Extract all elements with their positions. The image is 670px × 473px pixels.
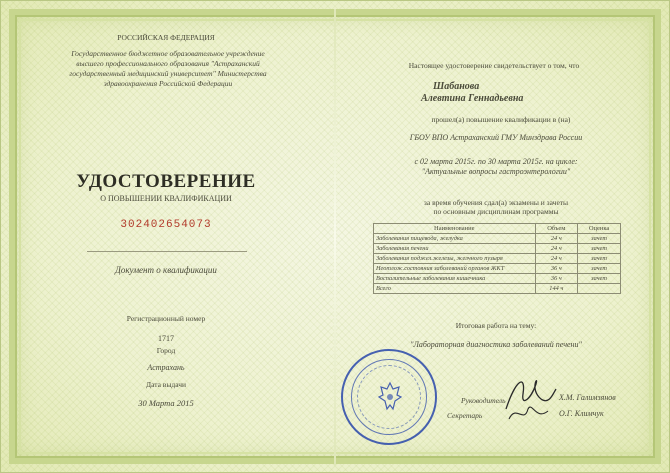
official-seal: [341, 349, 437, 445]
city-label: Город: [156, 346, 176, 355]
issue-date-label: Дата выдачи: [145, 380, 187, 389]
rule: [87, 251, 247, 252]
cycle-name: "Актуальные вопросы гастроэнтерологии": [421, 167, 571, 176]
subject-mark: зачет: [578, 274, 621, 284]
table-header-row: [374, 224, 621, 234]
organization-name: Государственное бюджетное образовательное учреждение высшего профессионального образования "Астраханский государственный медицинский университет" Министерства здравоохранения Российской Федерации: [69, 49, 267, 88]
final-work-topic: "Лабораторная диагностика заболеваний печени": [410, 340, 582, 349]
subject-mark: зачет: [578, 244, 621, 254]
subject-mark: зачет: [578, 234, 621, 244]
document-subtitle: О ПОВЫШЕНИИ КВАЛИФИКАЦИИ: [100, 194, 232, 203]
subject-hours: 24 ч: [535, 234, 578, 244]
final-work-label: Итоговая работа на тему:: [455, 321, 537, 330]
column-header: Объем: [535, 224, 578, 234]
table-row-total: [374, 284, 621, 294]
total-mark: [578, 284, 621, 294]
holder-name: Алевтина Геннадьевна: [421, 93, 524, 104]
subject-hours: 36 ч: [535, 264, 578, 274]
subject-name: Воспалительные заболевания кишечника: [374, 274, 536, 284]
column-header: Оценка: [578, 224, 621, 234]
subjects-table: [373, 223, 621, 294]
subject-hours: 36 ч: [535, 274, 578, 284]
head-name: Х.М. Галимзянов: [559, 393, 616, 402]
eagle-emblem-icon: [375, 379, 405, 415]
head-label: Руководитель: [461, 396, 506, 405]
intro-text: Настоящее удостоверение свидетельствует о том, что: [408, 61, 580, 70]
certificate-number: 302402654073: [120, 219, 212, 231]
table-row: [374, 244, 621, 254]
column-header: Наименование: [374, 224, 536, 234]
secretary-label: Секретарь: [447, 411, 483, 420]
subject-name: Заболевания поджел.железы, желчного пузыря: [374, 254, 536, 264]
subject-mark: зачет: [578, 254, 621, 264]
subject-name: Неотлож.состояния заболеваний органов ЖКТ: [374, 264, 536, 274]
registration-number: 1717: [158, 334, 174, 343]
document-type: Документ о квалификации: [115, 265, 217, 275]
holder-surname: Шабанова: [433, 81, 480, 92]
city: Астрахань: [147, 363, 185, 372]
document-title: УДОСТОВЕРЕНИЕ: [76, 171, 256, 192]
table-row: [374, 274, 621, 284]
secretary-name: О.Г. Климчук: [559, 409, 604, 418]
study-period: с 02 марта 2015г. по 30 марта 2015г. на цикле:: [414, 157, 578, 166]
exams-text-2: по основным дисциплинам программы: [433, 207, 559, 216]
table-row: [374, 234, 621, 244]
total-label: Всего: [374, 284, 536, 294]
subject-hours: 24 ч: [535, 244, 578, 254]
table-row: [374, 264, 621, 274]
institution: ГБОУ ВПО Астраханский ГМУ Минздрава России: [409, 133, 583, 142]
subject-name: Заболевания печени: [374, 244, 536, 254]
passed-text: прошел(а) повышение квалификации в (на): [431, 115, 571, 124]
exams-text-1: за время обучения сдал(а) экзамены и зачеты: [423, 198, 569, 207]
secretary-signature-icon: [506, 399, 551, 427]
page-fold: [334, 9, 336, 466]
table-row: [374, 254, 621, 264]
total-hours: 144 ч: [535, 284, 578, 294]
subject-name: Заболевания пищевода, желудка: [374, 234, 536, 244]
subject-mark: зачет: [578, 264, 621, 274]
registration-label: Регистрационный номер: [126, 314, 206, 323]
country-label: РОССИЙСКАЯ ФЕДЕРАЦИЯ: [117, 33, 215, 42]
issue-date: 30 Марта 2015: [138, 398, 194, 408]
subject-hours: 24 ч: [535, 254, 578, 264]
